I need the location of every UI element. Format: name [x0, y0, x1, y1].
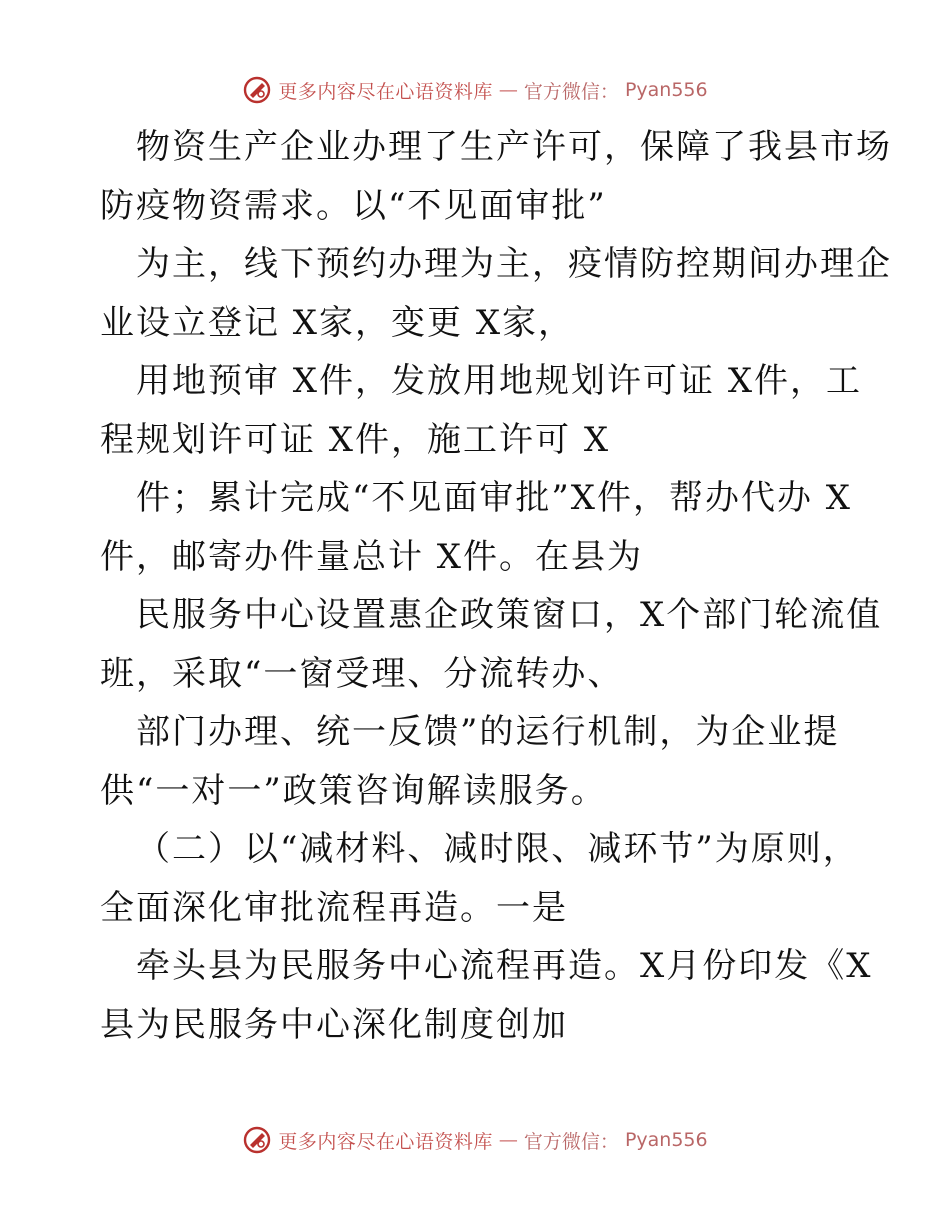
text-line: 全面深化审批流程再造。一是 — [100, 887, 568, 928]
watermark-brand-text: 更多内容尽在心语资料库 — [278, 1130, 493, 1153]
text-line: 程规划许可证 X件，施工许可 X — [100, 419, 611, 460]
footer-watermark — [0, 1120, 950, 1160]
text-line: 县为民服务中心深化制度创加 — [100, 1004, 568, 1045]
text-line: 物资生产企业办理了生产许可，保障了我县市场 — [136, 127, 892, 167]
watermark-separator: — — [498, 79, 518, 101]
watermark-brand-text: 更多内容尽在心语资料库 — [278, 80, 493, 103]
text-line: （二）以“减材料、减时限、减环节”为原则， — [136, 829, 859, 869]
watermark-separator: — — [498, 1129, 518, 1151]
text-line: 民服务中心设置惠企政策窗口，X个部门轮流值 — [136, 595, 883, 635]
watermark-label: 官方微信： — [523, 1130, 619, 1153]
text-line: 件；累计完成“不见面审批”X件，帮办代办 X — [136, 478, 852, 518]
text-line: 供“一对一”政策咨询解读服务。 — [100, 770, 607, 811]
text-line: 业设立登记 X家，变更 X家， — [100, 302, 575, 343]
brand-logo-icon — [242, 1125, 272, 1155]
brand-logo-icon — [242, 75, 272, 105]
text-line: 牵头县为民服务中心流程再造。X月份印发《X — [136, 946, 873, 986]
text-line: 部门办理、统一反馈”的运行机制，为企业提 — [136, 712, 840, 752]
watermark-label: 官方微信： — [523, 80, 619, 103]
text-line: 防疫物资需求。以“不见面审批” — [100, 185, 607, 226]
watermark-wechat-id: Pyan556 — [624, 79, 708, 101]
text-line: 班，采取“一窗受理、分流转办、 — [100, 653, 624, 694]
watermark-wechat-id: Pyan556 — [624, 1129, 708, 1151]
document-body — [100, 118, 892, 1054]
text-line: 用地预审 X件，发放用地规划许可证 X件，工 — [136, 361, 863, 401]
text-line: 为主，线下预约办理为主，疫情防控期间办理企 — [136, 244, 892, 284]
header-watermark — [0, 70, 950, 110]
text-line: 件，邮寄办件量总计 X件。在县为 — [100, 536, 644, 577]
